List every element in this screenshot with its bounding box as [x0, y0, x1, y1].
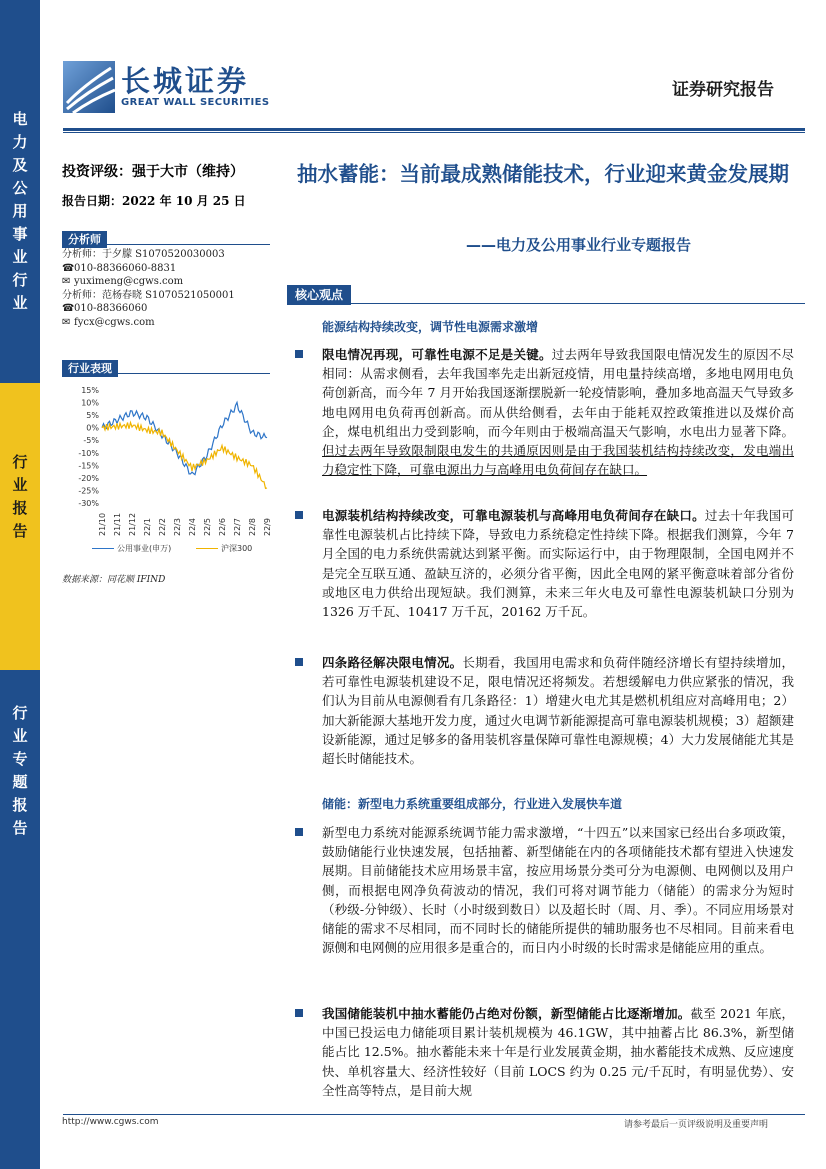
paragraph-storage-demand	[322, 823, 794, 957]
bullet-icon	[295, 511, 303, 519]
paragraph-lead: 限电情况再现，可靠性电源不足是关键。	[322, 347, 552, 362]
y-tick-label: -15%	[78, 461, 99, 471]
side-band-type	[0, 670, 40, 1169]
analyst-row-text: 010-88366060	[74, 303, 148, 314]
x-tick-label: 22/7	[233, 518, 242, 536]
side-band-char: 行	[12, 453, 28, 471]
logo-text-en: GREAT WALL SECURITIES	[121, 97, 270, 108]
legend-label-utilities: 公用事业(申万)	[117, 544, 172, 553]
side-band-char: 行	[12, 704, 28, 722]
x-tick-label: 21/12	[128, 512, 137, 536]
side-band-char: 力	[12, 133, 28, 151]
x-tick-label: 22/9	[263, 518, 272, 536]
paragraph-power-shortage	[322, 345, 794, 479]
paragraph-four-paths	[322, 653, 794, 768]
bullet-icon	[295, 1009, 303, 1017]
y-tick-label: -25%	[78, 486, 99, 496]
paragraph-body: 长期看，我国用电需求和负荷伴随经济增长有望持续增加，若可靠性电源装机建设不足，限电情况还将频发。若想缓解电力供应紧张的情况，我们认为目前从电源侧看有几条路径：1）增建火电尤其是燃机机组应对高峰用电；2）加大新能源大基地开发力度，通过火电调节新能源提高可靠电源装机规模；3）超额建设新能源，通过足够多的备用装机容量保障可靠性电源规模；4）大力发展储能尤其是超长时储能技术。	[322, 655, 794, 767]
side-band-char: 报	[12, 499, 28, 517]
paragraph-body: 截至 2021 年底，中国已投运电力储能项目累计装机规模为 46.1GW，其中抽蓄占比 86.3%，新型储能占比 12.5%。抽水蓄能未来十年是行业发展黄金期，抽水蓄能技术成熟、反应速度快、单机容量大、经济性较好（目前 LOCS 约为 0.25 元/千瓦时，有明显优势）、安全性高等特点，是目前大规	[322, 1006, 794, 1098]
analyst-row-text: 010-88366060-8831	[74, 262, 177, 274]
x-tick-label: 22/4	[188, 518, 197, 536]
series-line-csi300	[102, 423, 267, 489]
analyst-section-header	[62, 228, 270, 245]
section1-heading: 能源结构持续改变，调节性电源需求激增	[322, 320, 539, 334]
y-tick-label: -30%	[78, 499, 99, 508]
paragraph-lead: 我国储能装机中抽水蓄能仍占绝对份额，新型储能占比逐渐增加。	[322, 1006, 691, 1021]
legend-csi300	[196, 543, 252, 554]
analyst-heading: 分析师	[62, 231, 107, 248]
analyst-row	[62, 302, 147, 315]
header-divider	[63, 128, 805, 131]
paragraph-body: 新型电力系统对能源系统调节能力需求激增，“十四五”以来国家已经出台多项政策，鼓励储能行业快速发展，包括抽蓄、新型储能在内的各项储能技术都有望进入快速发展期。目前储能技术应用场景丰富，按应用场景分类可分为电源侧、电网侧以及用户侧，而根据电网净负荷波动的情况，我们可将对调节能力（储能）的需求分为短时（秒级-分钟级）、长时（小时级到数日）以及超长时（周、月、季）。不同应用场景对储能的需求不尽相同，而不同时长的储能所提供的辅助服务也不尽相同。目前来看电源侧和电网侧的应用很多是重合的，而日内小时级的长时需求是储能应用的重点。	[322, 825, 794, 956]
analyst-row	[62, 248, 225, 261]
side-band-sector	[0, 0, 40, 383]
legend-swatch-csi300	[196, 548, 218, 550]
analyst-row-text[interactable]: fycx@cgws.com	[74, 316, 155, 328]
report-date: 报告日期：2022 年 10 月 25 日	[62, 194, 246, 208]
y-tick-label: 15%	[81, 386, 99, 395]
paragraph-underlined: 但过去两年导致限制限电发生的共通原因则是由于我国装机结构持续改变，发电端出力稳定性下降，可靠电源出力与高峰用电负荷间存在缺口。	[322, 443, 794, 478]
y-tick-label: -20%	[78, 473, 99, 483]
y-tick-label: 10%	[81, 398, 99, 408]
side-band-char: 报	[12, 796, 28, 814]
mail-icon: ✉	[62, 276, 71, 287]
side-band-char: 业	[12, 476, 28, 494]
y-tick-label: 0%	[86, 423, 99, 433]
y-tick-label: 5%	[86, 411, 99, 421]
side-band-char: 电	[12, 110, 28, 128]
paragraph-body: 过去十年我国可靠性电源装机占比持续下降，导致电力系统稳定性持续下降。根据我们测算，今年 7 月全国的电力系统供需就达到紧平衡。而实际运行中，由于物理限制，全国电网并不是完全互联互通、盈缺互济的，必须分省平衡，因此全电网的紧平衡意味着部分省份或地区电力供给出现短缺。我们测算，未来三年火电及可靠性电源装机缺口分别为 1326 万千瓦、10417 万千瓦，20162 万千瓦。	[322, 508, 794, 620]
section2-heading: 储能：新型电力系统重要组成部分，行业进入发展快车道	[322, 797, 623, 811]
legend-swatch-utilities	[92, 548, 114, 550]
analyst-row	[62, 262, 176, 275]
x-tick-label: 22/6	[218, 518, 227, 536]
x-tick-label: 21/11	[113, 512, 122, 536]
bullet-icon	[295, 350, 303, 358]
paragraph-capacity-structure	[322, 506, 794, 621]
side-band-char: 告	[12, 819, 28, 837]
side-band-char: 公	[12, 179, 28, 197]
paragraph-body: 过去两年导致我国限电情况发生的原因不尽相同：从需求侧看，去年我国率先走出新冠疫情，用电量持续高增，多地电网用电负荷创新高，而今年 7 月开始我国逐渐摆脱新一轮疫情影响，叠加多地高温天气导致多地电网用电负荷再创新高。而从供给侧看，去年由于能耗双控政策推进以及煤价高企，煤电机组出力受到影响，而今年则由于极端高温天气影响，水电出力显著下降。	[322, 347, 794, 439]
side-band-char: 业	[12, 727, 28, 745]
footer-divider	[63, 1114, 805, 1115]
logo-text-cn: 长城证券	[121, 64, 250, 98]
footer-disclaimer: 请参考最后一页评级说明及重要声明	[623, 1120, 768, 1130]
report-type-label: 证券研究报告	[672, 80, 774, 100]
x-tick-label: 22/3	[173, 518, 182, 536]
y-tick-label: -5%	[83, 436, 99, 446]
x-tick-label: 22/1	[143, 518, 152, 536]
side-band-char: 告	[12, 522, 28, 540]
side-band-char: 及	[12, 156, 28, 174]
bullet-icon	[295, 828, 303, 836]
analyst-row	[62, 316, 155, 329]
report-subtitle: ——电力及公用事业行业专题报告	[466, 236, 692, 254]
side-band-char: 专	[12, 750, 28, 768]
report-title: 抽水蓄能：当前最成熟储能技术，行业迎来黄金发展期	[297, 162, 789, 186]
performance-heading: 行业表现	[62, 360, 118, 377]
x-tick-label: 22/5	[203, 518, 212, 536]
x-tick-label: 22/2	[158, 518, 167, 536]
side-band-char: 业	[12, 294, 28, 312]
mail-icon: ✉	[62, 316, 71, 328]
side-band-char: 用	[12, 202, 28, 220]
analyst-row-text: 分析师：于夕朦 S1070520030003	[62, 249, 225, 260]
side-band-char: 题	[12, 773, 28, 791]
investment-rating: 投资评级：强于大市（维持）	[62, 164, 244, 180]
analyst-row-text: 分析师：范杨春晓 S1070521050001	[62, 289, 235, 301]
bullet-icon	[295, 658, 303, 666]
side-band-char: 业	[12, 248, 28, 266]
analyst-row	[62, 275, 183, 288]
performance-section-header	[62, 357, 270, 374]
paragraph-pumped-storage	[322, 1004, 794, 1100]
side-band-char: 行	[12, 271, 28, 289]
phone-icon: ☎	[62, 262, 75, 274]
paragraph-lead: 四条路径解决限电情况。	[322, 655, 463, 670]
analyst-row	[62, 289, 235, 302]
x-tick-label: 21/10	[98, 512, 107, 536]
paragraph-lead: 电源装机结构持续改变，可靠电源装机与高峰用电负荷间存在缺口。	[322, 508, 705, 523]
side-band-category	[0, 383, 40, 670]
x-tick-label: 22/8	[248, 518, 257, 536]
y-tick-label: -10%	[78, 448, 99, 458]
series-line-utilities	[102, 402, 267, 474]
analyst-row-text[interactable]: yuximeng@cgws.com	[74, 276, 184, 287]
phone-icon: ☎	[62, 303, 75, 314]
core-views-header	[287, 284, 805, 304]
legend-utilities	[92, 543, 171, 554]
header-divider-thin	[63, 132, 805, 133]
core-views-heading: 核心观点	[287, 285, 351, 305]
legend-label-csi300: 沪深300	[221, 544, 253, 553]
footer-url: http://www.cgws.com	[62, 1117, 159, 1127]
data-source: 数据来源：同花顺 IFIND	[62, 575, 166, 585]
side-band-char: 事	[12, 225, 28, 243]
